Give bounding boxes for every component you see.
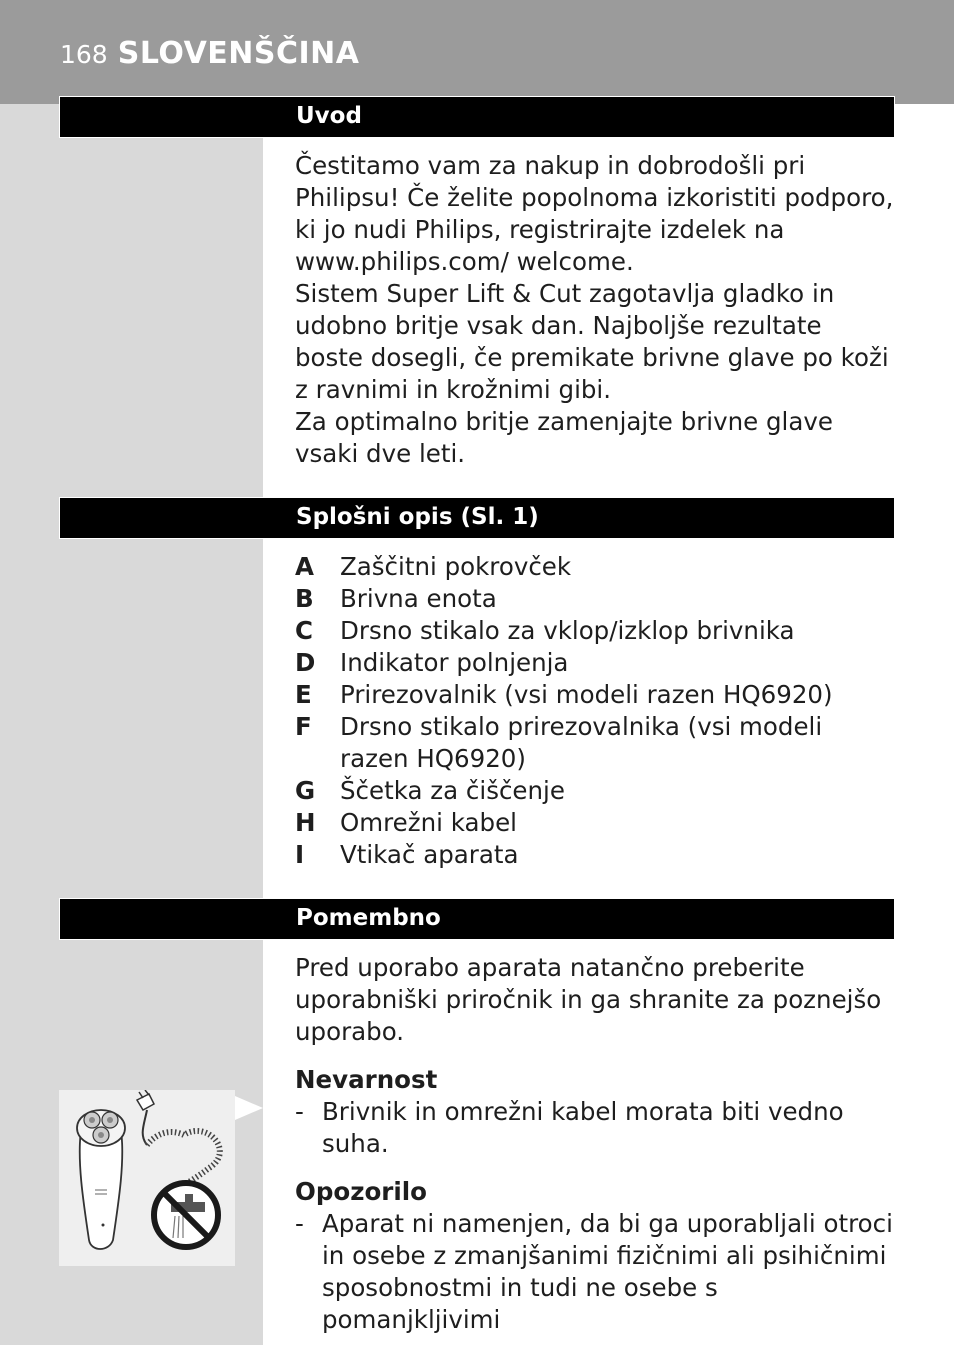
figure-pointer [235,1096,263,1120]
item-letter: A [295,552,314,581]
paragraph: Za optimalno britje zamenjajte brivne glave vsaki dve leti. [295,407,833,468]
item-letter: G [295,776,316,805]
figure-shaver-water-warning [59,1090,235,1266]
shaver-no-water-icon [59,1090,235,1266]
item-text: Drsno stikalo za vklop/izklop brivnika [340,616,795,645]
list-item [295,807,895,839]
item-letter: H [295,808,316,837]
item-text: Vtikač aparata [340,840,519,869]
page-number: 168 [60,40,108,69]
language-title: SLOVENŠČINA [117,36,360,71]
page-header [60,36,360,71]
paragraph: Čestitamo vam za nakup in dobrodošli pri Philipsu! Če želite popolnoma izkoristiti podporo, ki jo nudi Philips, registrirajte izdelek na www.philips.com/ welcome. [295,151,894,276]
section-title: Splošni opis (Sl. 1) [296,504,539,530]
important-text [295,952,895,1336]
item-text: Zaščitni pokrovček [340,552,572,581]
bullet-item: - Brivnik in omrežni kabel morata biti vedno suha. [295,1096,895,1160]
item-text: Prirezovalnik (vsi modeli razen HQ6920) [340,680,833,709]
list-item [295,583,895,615]
bullet-text: Aparat ni namenjen, da bi ga uporabljali otroci in osebe z zmanjšanimi fizičnimi ali psihičnimi sposobnostmi in tudi ne osebe s pomanjkljivimi [322,1209,893,1334]
list-item [295,775,895,807]
item-letter: E [295,680,312,709]
item-letter: D [295,648,316,677]
danger-heading: Nevarnost [295,1065,438,1094]
item-text: Indikator polnjenja [340,648,569,677]
parts-list [295,551,895,871]
list-item [295,711,895,775]
list-item [295,647,895,679]
item-letter: I [295,840,305,869]
paragraph: Pred uporabo aparata natančno preberite uporabniški priročnik in ga shranite za poznejšo uporabo. [295,953,882,1046]
item-text: Drsno stikalo prirezovalnika (vsi modeli razen HQ6920) [340,712,823,773]
section-header-description [59,497,895,539]
list-item [295,839,895,871]
item-letter: F [295,712,312,741]
bullet-text: Brivnik in omrežni kabel morata biti vedno suha. [322,1097,844,1158]
section-title: Uvod [296,103,362,129]
list-item [295,679,895,711]
item-text: Ščetka za čiščenje [340,776,565,805]
warning-heading: Opozorilo [295,1177,427,1206]
section-header-intro [59,96,895,138]
item-text: Brivna enota [340,584,497,613]
list-item [295,551,895,583]
section-title: Pomembno [296,905,441,931]
bullet-item: - Aparat ni namenjen, da bi ga uporabljali otroci in osebe z zmanjšanimi fizičnimi ali psihičnimi sposobnostmi in tudi ne osebe s pomanjkljivimi [295,1208,895,1336]
item-letter: C [295,616,313,645]
intro-text [295,150,895,470]
list-item [295,615,895,647]
paragraph: Sistem Super Lift & Cut zagotavlja gladko in udobno britje vsak dan. Najboljše rezultate boste dosegli, če premikate brivne glave po koži z ravnimi in krožnimi gibi. [295,279,889,404]
item-text: Omrežni kabel [340,808,517,837]
section-header-important [59,898,895,940]
item-letter: B [295,584,314,613]
